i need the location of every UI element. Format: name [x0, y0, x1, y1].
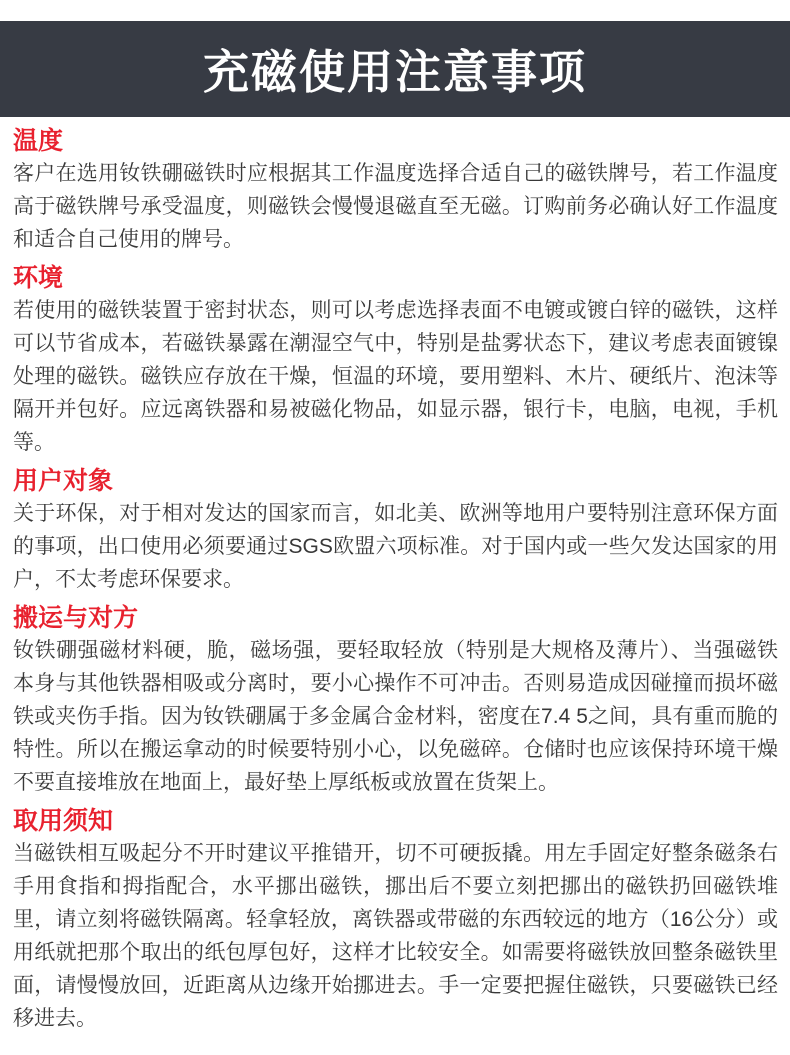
section-body-environment: 若使用的磁铁装置于密封状态，则可以考虑选择表面不电镀或镀白锌的磁铁，这样可以节省成本，若磁铁暴露在潮湿空气中，特别是盐雾状态下，建议考虑表面镀镍处理的磁铁。磁铁应存放在干燥，恒温的环境，要用塑料、木片、硬纸片、泡沫等隔开并包好。应远离铁器和易被磁化物品，如显示器，银行卡，电脑，电视，手机等。 — [13, 299, 778, 454]
section-body-usage-notes: 当磁铁相互吸起分不开时建议平推错开，切不可硬扳撬。用左手固定好整条磁条右手用食指和拇指配合，水平挪出磁铁，挪出后不要立刻把挪出的磁铁扔回磁铁堆里，请立刻将磁铁隔离。轻拿轻放，离铁器或带磁的东西较远的地方（16公分）或用纸就把那个取出的纸包厚包好，这样才比较安全。如需要将磁铁放回整条磁铁里面，请慢慢放回，近距离从边缘开始挪进去。手一定要把握住磁铁，只要磁铁已经移进去。 — [13, 842, 778, 1030]
notice-page — [0, 21, 790, 1045]
section-body-user-target: 关于环保，对于相对发达的国家而言，如北美、欧洲等地用户要特别注意环保方面的事项，出口使用必须要通过SGS欧盟六项标准。对于国内或一些欠发达国家的用户，不太考虑环保要求。 — [13, 502, 778, 591]
section-heading-user-target: 用户对象 — [13, 467, 114, 495]
section-heading-temperature: 温度 — [13, 127, 64, 155]
section-body-handling: 钕铁硼强磁材料硬，脆，磁场强，要轻取轻放（特别是大规格及薄片）、当强磁铁本身与其他铁器相吸或分离时，要小心操作不可冲击。否则易造成因碰撞而损坏磁铁或夹伤手指。因为钕铁硼属于多金属合金材料，密度在7.4 5之间，具有重而脆的特性。所以在搬运拿动的时候要特别小心，以免磁碎。仓储时也应该保持环境干燥不要直接堆放在地面上，最好垫上厚纸板或放置在货架上。 — [13, 639, 778, 794]
section-heading-environment: 环境 — [13, 264, 64, 292]
page-title: 充磁使用注意事项 — [203, 46, 587, 98]
content-area — [0, 117, 790, 1045]
section-environment — [13, 264, 778, 459]
section-heading-handling: 搬运与对方 — [13, 604, 139, 632]
section-temperature — [13, 127, 778, 256]
section-usage-notes — [13, 807, 778, 1035]
section-user-target — [13, 467, 778, 596]
section-handling — [13, 604, 778, 799]
title-banner — [0, 21, 790, 117]
section-heading-usage-notes: 取用须知 — [13, 807, 114, 835]
section-body-temperature: 客户在选用钕铁硼磁铁时应根据其工作温度选择合适自己的磁铁牌号，若工作温度高于磁铁牌号承受温度，则磁铁会慢慢退磁直至无磁。订购前务必确认好工作温度和适合自己使用的牌号。 — [13, 162, 778, 251]
